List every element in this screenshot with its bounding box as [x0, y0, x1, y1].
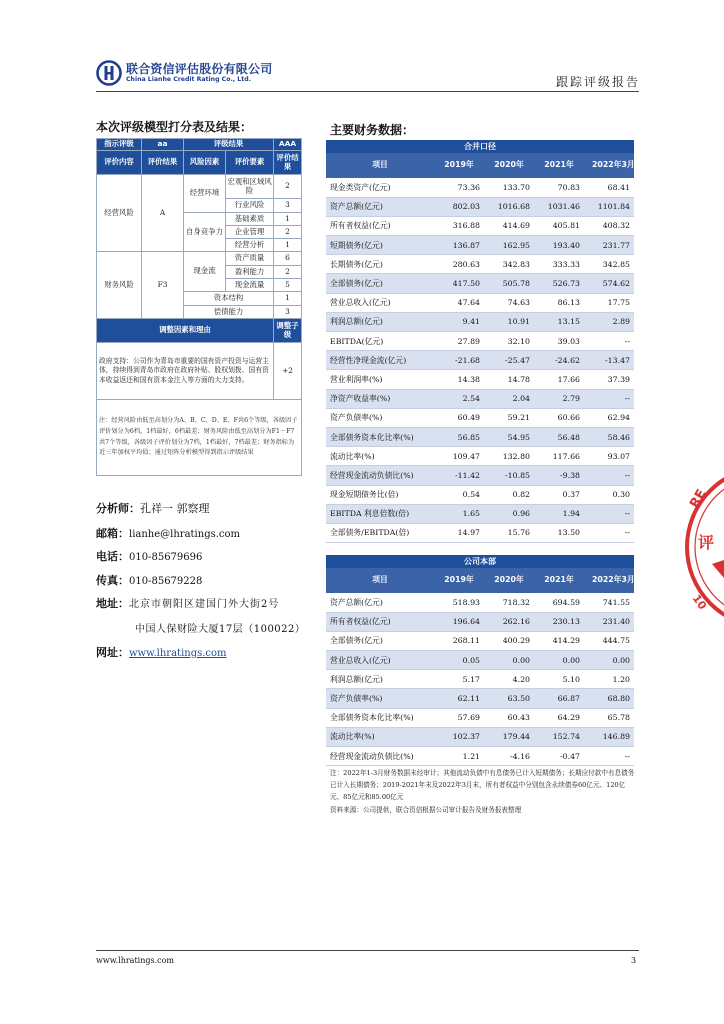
cell-value: 518.93 — [434, 593, 484, 612]
cell-value: 0.82 — [484, 485, 534, 504]
cell-value: -11.42 — [434, 466, 484, 485]
row-label: 流动比率(%) — [326, 447, 434, 466]
row-label: 利润总额(亿元) — [326, 670, 434, 689]
col-header: 2022年3月 — [584, 568, 634, 593]
cell-value: 2.54 — [434, 389, 484, 408]
cell-value: 1016.68 — [484, 197, 534, 216]
table-row — [326, 216, 634, 235]
col-header: 项目 — [326, 568, 434, 593]
cell-value: 574.62 — [584, 274, 634, 293]
table-row — [326, 504, 634, 523]
cell-value: 62.11 — [434, 689, 484, 708]
cell-value: 64.29 — [534, 708, 584, 727]
cell-value: 133.70 — [484, 178, 534, 197]
element-score: 1 — [274, 213, 302, 226]
table-row — [326, 708, 634, 727]
row-label: EBITDA(亿元) — [326, 332, 434, 351]
table-row — [326, 408, 634, 427]
cell-value: 152.74 — [534, 727, 584, 746]
cell-value: 1.20 — [584, 670, 634, 689]
cell-value: 414.69 — [484, 216, 534, 235]
row-label: 短期债务(亿元) — [326, 236, 434, 255]
rating-result-value: AAA — [274, 139, 302, 151]
fax-value: 010-85679228 — [129, 576, 203, 587]
cell-value: 60.66 — [534, 408, 584, 427]
table-row — [326, 485, 634, 504]
cell-value: -25.47 — [484, 351, 534, 370]
row-label: 全部债务/EBITDA(倍) — [326, 523, 434, 542]
cell-value: 146.89 — [584, 727, 634, 746]
cell-value: 60.43 — [484, 708, 534, 727]
cell-value: 408.32 — [584, 216, 634, 235]
cell-value: 68.80 — [584, 689, 634, 708]
cell-value: 414.29 — [534, 631, 584, 650]
element-label: 基础素质 — [226, 213, 274, 226]
factor-label: 现金流 — [184, 252, 226, 292]
cell-value: 231.77 — [584, 236, 634, 255]
cell-value: 10.91 — [484, 312, 534, 331]
fax-line — [96, 572, 202, 588]
operating-risk-label: 经营风险 — [97, 175, 142, 252]
cell-value: -- — [584, 504, 634, 523]
cell-value: 117.66 — [534, 447, 584, 466]
cell-value: 2.04 — [484, 389, 534, 408]
cell-value: 66.87 — [534, 689, 584, 708]
row-label: 全部债务(亿元) — [326, 631, 434, 650]
table-row — [326, 593, 634, 612]
phone-value: 010-85679696 — [129, 552, 203, 563]
cell-value: 0.54 — [434, 485, 484, 504]
element-label: 经营分析 — [226, 239, 274, 252]
table-row — [326, 670, 634, 689]
cell-value: -0.47 — [534, 747, 584, 766]
cell-value: 13.50 — [534, 523, 584, 542]
financial-section-title: 主要财务数据： — [330, 123, 415, 137]
cell-value: -- — [584, 332, 634, 351]
table-row — [97, 139, 302, 151]
fax-label: 传真： — [96, 574, 129, 587]
cell-value: 59.21 — [484, 408, 534, 427]
cell-value: 333.33 — [534, 255, 584, 274]
col-header: 2019年 — [434, 568, 484, 593]
cell-value: -- — [584, 466, 634, 485]
cell-value: 342.83 — [484, 255, 534, 274]
table-row — [326, 727, 634, 746]
cell-value: 68.41 — [584, 178, 634, 197]
cell-value: 109.47 — [434, 447, 484, 466]
element-score: 2 — [274, 175, 302, 199]
cell-value: -- — [584, 389, 634, 408]
cell-value: 9.41 — [434, 312, 484, 331]
company-logo-icon — [96, 60, 122, 86]
adjust-header-level: 调整子级 — [274, 319, 302, 343]
col-header: 评价结果 — [142, 151, 184, 175]
element-label: 企业管理 — [226, 226, 274, 239]
cell-value: 179.44 — [484, 727, 534, 746]
website-label: 网址： — [96, 646, 129, 659]
table-row — [326, 427, 634, 446]
indicative-rating-label: 指示评级 — [97, 139, 142, 151]
operating-risk-result: A — [142, 175, 184, 252]
row-label: 营业总收入(亿元) — [326, 293, 434, 312]
element-label: 盈利能力 — [226, 266, 274, 279]
cell-value: 400.29 — [484, 631, 534, 650]
cell-value: -24.62 — [534, 351, 584, 370]
cell-value: 316.88 — [434, 216, 484, 235]
factor-label: 自身竞争力 — [184, 213, 226, 252]
model-note: 注：经营风险由低至高划分为A、B、C、D、E、F共6个等级，各级因子评价划分为6档，1档最好，6档最差；财务风险由低至高划分为F1－F7共7个等级，各级因子评价划分为7档，1档最好，7档最差；财务指标为近三年加权平均值；通过矩阵分析模型得到指示评级结果 — [97, 400, 302, 476]
cell-value: 86.13 — [534, 293, 584, 312]
cell-value: 62.94 — [584, 408, 634, 427]
cell-value: 17.75 — [584, 293, 634, 312]
cell-value: 741.55 — [584, 593, 634, 612]
cell-value: 196.64 — [434, 612, 484, 631]
cell-value: 0.00 — [534, 651, 584, 670]
cell-value: 63.50 — [484, 689, 534, 708]
row-label: 全部债务资本化比率(%) — [326, 427, 434, 446]
rating-result-label: 评级结果 — [184, 139, 274, 151]
analysts-line — [96, 500, 210, 516]
cell-value: 0.00 — [584, 651, 634, 670]
cell-value: 27.89 — [434, 332, 484, 351]
analysts-names: 孔祥一 郭察理 — [140, 502, 210, 515]
row-label: 现金类资产(亿元) — [326, 178, 434, 197]
cell-value: 136.87 — [434, 236, 484, 255]
cell-value: 47.64 — [434, 293, 484, 312]
cell-value: 14.38 — [434, 370, 484, 389]
cell-value: 60.49 — [434, 408, 484, 427]
cell-value: 37.39 — [584, 370, 634, 389]
col-header: 风险因素 — [184, 151, 226, 175]
cell-value: 1.94 — [534, 504, 584, 523]
row-label: 资产总额(亿元) — [326, 197, 434, 216]
table-row — [326, 689, 634, 708]
cell-value: 262.16 — [484, 612, 534, 631]
row-label: 长期债务(亿元) — [326, 255, 434, 274]
cell-value: -- — [584, 747, 634, 766]
website-link[interactable]: www.lhratings.com — [129, 648, 227, 659]
cell-value: 39.03 — [534, 332, 584, 351]
row-label: 现金短期债务比(倍) — [326, 485, 434, 504]
col-header: 2020年 — [484, 568, 534, 593]
table-row — [97, 400, 302, 476]
cell-value: -13.47 — [584, 351, 634, 370]
cell-value: 231.40 — [584, 612, 634, 631]
col-header: 2019年 — [434, 153, 484, 178]
table-row — [326, 523, 634, 542]
consolidated-table — [326, 140, 634, 543]
seal-text: RE — [687, 486, 710, 511]
element-score: 2 — [274, 226, 302, 239]
cell-value: 32.10 — [484, 332, 534, 351]
row-label: 经营现金流动负债比(%) — [326, 466, 434, 485]
cell-value: 56.85 — [434, 427, 484, 446]
col-header: 2022年3月 — [584, 153, 634, 178]
cell-value: 13.15 — [534, 312, 584, 331]
cell-value: 74.63 — [484, 293, 534, 312]
cell-value: 802.03 — [434, 197, 484, 216]
address-label: 地址： — [96, 597, 129, 610]
phone-label: 电话： — [96, 550, 129, 563]
element-label: 宏观和区域风险 — [226, 175, 274, 199]
factor-label: 经营环境 — [184, 175, 226, 213]
cell-value: 1.21 — [434, 747, 484, 766]
table-row — [326, 747, 634, 766]
cell-value: -21.68 — [434, 351, 484, 370]
table-header-row — [326, 568, 634, 593]
col-header: 评价要素 — [226, 151, 274, 175]
cell-value: 17.66 — [534, 370, 584, 389]
table-row — [326, 293, 634, 312]
adjust-header: 调整因素和理由 — [97, 319, 274, 343]
table-row — [97, 343, 302, 400]
element-score: 3 — [274, 306, 302, 319]
table-row — [326, 255, 634, 274]
element-label: 行业风险 — [226, 199, 274, 213]
table-row — [97, 151, 302, 175]
consolidated-label: 合并口径 — [326, 140, 634, 153]
table-row — [326, 332, 634, 351]
financial-note: 注：2022年1-3月财务数据未经审计；其他流动负债中有息债务已计入短期债务；长期应付款中有息债务已计入长期债务；2019-2021年末及2022年3月末，所有者权益中分别包含永续债券60亿元、120亿元、85亿元和85.00亿元 — [330, 769, 635, 802]
company-name-cn: 联合资信评估股份有限公司 — [126, 62, 273, 76]
table-band — [326, 555, 634, 568]
table-row — [326, 612, 634, 631]
company-seal-icon — [682, 462, 724, 632]
page-number: 3 — [631, 956, 637, 965]
table-header-row — [326, 153, 634, 178]
email-label: 邮箱： — [96, 527, 129, 540]
row-label: 营业利润率(%) — [326, 370, 434, 389]
cell-value: 526.73 — [534, 274, 584, 293]
cell-value: 2.79 — [534, 389, 584, 408]
element-label: 资本结构 — [184, 292, 274, 306]
parent-table — [326, 555, 634, 766]
cell-value: 417.50 — [434, 274, 484, 293]
cell-value: 5.17 — [434, 670, 484, 689]
row-label: 资产负债率(%) — [326, 408, 434, 427]
col-header: 项目 — [326, 153, 434, 178]
email-line — [96, 525, 240, 541]
cell-value: 70.83 — [534, 178, 584, 197]
cell-value: 15.76 — [484, 523, 534, 542]
table-row — [326, 312, 634, 331]
table-row — [326, 274, 634, 293]
seal-text: 评 — [698, 533, 715, 552]
row-label: EBITDA 利息倍数(倍) — [326, 504, 434, 523]
address-value-1: 北京市朝阳区建国门外大街2号 — [129, 599, 280, 610]
row-label: 营业总收入(亿元) — [326, 651, 434, 670]
col-header: 2021年 — [534, 568, 584, 593]
table-row — [97, 319, 302, 343]
table-row — [326, 389, 634, 408]
element-label: 资产质量 — [226, 252, 274, 266]
cell-value: 193.40 — [534, 236, 584, 255]
cell-value: 5.10 — [534, 670, 584, 689]
footer-url[interactable]: www.lhratings.com — [96, 956, 175, 965]
table-row — [97, 175, 302, 199]
cell-value: -- — [584, 523, 634, 542]
table-row — [326, 178, 634, 197]
cell-value: 0.37 — [534, 485, 584, 504]
row-label: 净资产收益率(%) — [326, 389, 434, 408]
element-score: 1 — [274, 239, 302, 252]
table-band — [326, 140, 634, 153]
cell-value: 1101.84 — [584, 197, 634, 216]
cell-value: 0.30 — [584, 485, 634, 504]
row-label: 资产负债率(%) — [326, 689, 434, 708]
cell-value: 1.65 — [434, 504, 484, 523]
adjust-reason: 政府支持：公司作为青岛市重要的国有资产投资与运营主体，持续得到青岛市政府在政府补贴、股权划拨、国有资本收益返还和国有资本金注入等方面的大力支持。 — [97, 343, 274, 400]
report-type: 跟踪评级报告 — [555, 75, 640, 89]
cell-value: 505.78 — [484, 274, 534, 293]
cell-value: 14.78 — [484, 370, 534, 389]
cell-value: 0.96 — [484, 504, 534, 523]
element-score: 6 — [274, 252, 302, 266]
cell-value: 1031.46 — [534, 197, 584, 216]
table-row — [326, 236, 634, 255]
cell-value: 65.78 — [584, 708, 634, 727]
address-line — [96, 595, 279, 611]
cell-value: 268.11 — [434, 631, 484, 650]
table-row — [326, 447, 634, 466]
website-line — [96, 644, 227, 660]
row-label: 资产总额(亿元) — [326, 593, 434, 612]
cell-value: 102.37 — [434, 727, 484, 746]
financial-notes — [330, 767, 638, 816]
row-label: 利润总额(亿元) — [326, 312, 434, 331]
col-header: 2021年 — [534, 153, 584, 178]
element-score: 2 — [274, 266, 302, 279]
cell-value: 4.20 — [484, 670, 534, 689]
cell-value: 93.07 — [584, 447, 634, 466]
table-row — [326, 197, 634, 216]
cell-value: -4.16 — [484, 747, 534, 766]
cell-value: 54.95 — [484, 427, 534, 446]
cell-value: 444.75 — [584, 631, 634, 650]
cell-value: 2.89 — [584, 312, 634, 331]
email-value: lianhe@lhratings.com — [129, 529, 241, 540]
cell-value: 694.59 — [534, 593, 584, 612]
element-score: 1 — [274, 292, 302, 306]
row-label: 所有者权益(亿元) — [326, 216, 434, 235]
table-row — [326, 351, 634, 370]
company-name-en: China Lianhe Credit Rating Co., Ltd. — [126, 76, 251, 83]
header-divider — [96, 91, 639, 92]
table-row — [326, 370, 634, 389]
element-score: 5 — [274, 279, 302, 292]
footer-divider — [96, 950, 639, 951]
model-section-title: 本次评级模型打分表及结果： — [96, 120, 253, 134]
row-label: 流动比率(%) — [326, 727, 434, 746]
cell-value: -9.38 — [534, 466, 584, 485]
row-label: 所有者权益(亿元) — [326, 612, 434, 631]
adjust-value: +2 — [274, 343, 302, 400]
cell-value: 405.81 — [534, 216, 584, 235]
table-row — [97, 252, 302, 266]
table-row — [326, 466, 634, 485]
col-header: 评价内容 — [97, 151, 142, 175]
cell-value: 58.46 — [584, 427, 634, 446]
element-label: 现金流量 — [226, 279, 274, 292]
cell-value: 162.95 — [484, 236, 534, 255]
row-label: 经营现金流动负债比(%) — [326, 747, 434, 766]
col-header: 评价结果 — [274, 151, 302, 175]
cell-value: 73.36 — [434, 178, 484, 197]
element-label: 偿债能力 — [184, 306, 274, 319]
table-row — [326, 631, 634, 650]
analysts-label: 分析师： — [96, 502, 140, 515]
col-header: 2020年 — [484, 153, 534, 178]
cell-value: 56.48 — [534, 427, 584, 446]
cell-value: 718.32 — [484, 593, 534, 612]
financial-risk-result: F3 — [142, 252, 184, 319]
cell-value: 280.63 — [434, 255, 484, 274]
cell-value: 14.97 — [434, 523, 484, 542]
financial-source: 资料来源：公司提供，联合资信根据公司审计报告及财务报表整理 — [330, 805, 522, 814]
cell-value: 0.05 — [434, 651, 484, 670]
cell-value: -10.85 — [484, 466, 534, 485]
parent-label: 公司本部 — [326, 555, 634, 568]
cell-value: 57.69 — [434, 708, 484, 727]
indicative-rating-value: aa — [142, 139, 184, 151]
cell-value: 342.85 — [584, 255, 634, 274]
element-score: 3 — [274, 199, 302, 213]
phone-line — [96, 548, 202, 564]
seal-text: 10 — [689, 592, 710, 613]
table-row — [326, 651, 634, 670]
row-label: 经营性净现金流(亿元) — [326, 351, 434, 370]
rating-model-table — [96, 138, 302, 476]
address-value-2: 中国人保财险大厦17层（100022） — [135, 624, 306, 635]
cell-value: 132.80 — [484, 447, 534, 466]
row-label: 全部债务资本化比率(%) — [326, 708, 434, 727]
financial-risk-label: 财务风险 — [97, 252, 142, 319]
cell-value: 0.00 — [484, 651, 534, 670]
row-label: 全部债务(亿元) — [326, 274, 434, 293]
cell-value: 230.13 — [534, 612, 584, 631]
